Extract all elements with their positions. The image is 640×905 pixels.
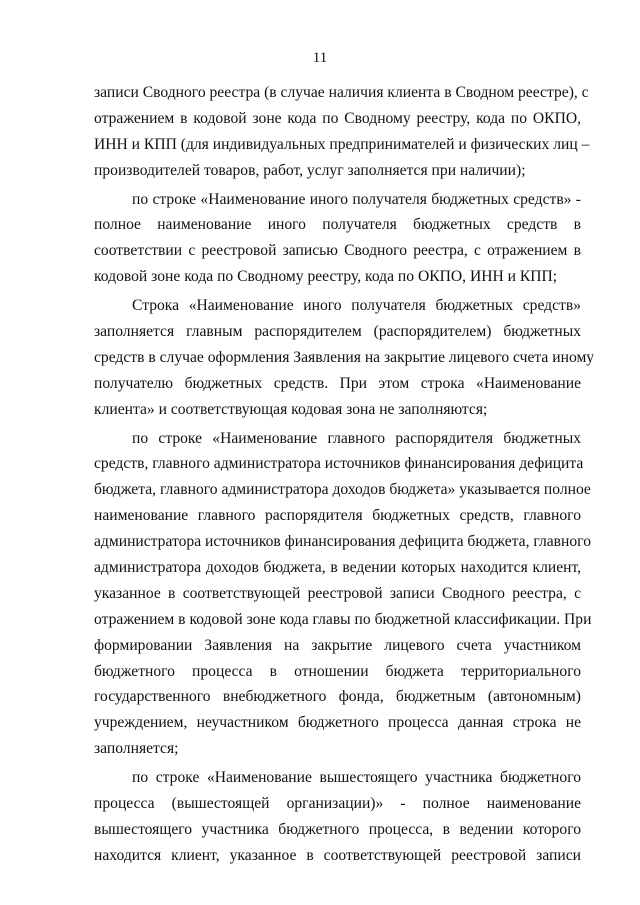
text-line: отражением в кодовой зоне кода по Сводному реестру, кода по ОКПО, bbox=[94, 109, 581, 127]
text-line: Строка «Наименование иного получателя бюджетных средств» bbox=[132, 297, 581, 315]
text-line: кодовой зоне кода по Сводному реестру, кода по ОКПО, ИНН и КПП; bbox=[94, 268, 558, 286]
text-line: клиента» и соответствующая кодовая зона не заполняются; bbox=[94, 400, 488, 418]
text-line: государственного внебюджетного фонда, бюджетным (автономным) bbox=[94, 688, 581, 706]
text-line: средств в случае оформления Заявления на закрытие лицевого счета иному bbox=[94, 348, 595, 366]
text-line: находится клиент, указанное в соответствующей реестровой записи bbox=[94, 846, 581, 864]
text-line: ИНН и КПП (для индивидуальных предпринимателей и физических лиц – bbox=[94, 135, 590, 153]
text-line: формировании Заявления на закрытие лицевого счета участником bbox=[94, 636, 581, 654]
text-line: по строке «Наименование вышестоящего участника бюджетного bbox=[132, 769, 581, 787]
text-line: по строке «Наименование главного распорядителя бюджетных bbox=[132, 429, 581, 447]
text-line: отражением в кодовой зоне кода главы по бюджетной классификации. При bbox=[94, 610, 592, 628]
text-line: указанное в соответствующей реестровой записи Сводного реестра, с bbox=[94, 584, 581, 602]
text-line: вышестоящего участника бюджетного процесса, в ведении которого bbox=[94, 820, 581, 838]
text-line: по строке «Наименование иного получателя бюджетных средств» - bbox=[132, 190, 581, 208]
text-line: производителей товаров, работ, услуг заполняется при наличии); bbox=[94, 161, 526, 179]
text-line: записи Сводного реестра (в случае наличия клиента в Сводном реестре), с bbox=[94, 84, 589, 101]
text-line: получателю бюджетных средств. При этом строка «Наименование bbox=[94, 374, 581, 392]
text-line: заполняется главным распорядителем (распорядителем) бюджетных bbox=[94, 323, 581, 341]
text-line: бюджета, главного администратора доходов бюджета» указывается полное bbox=[94, 481, 591, 499]
text-line: учреждением, неучастником бюджетного процесса данная строка не bbox=[94, 714, 581, 732]
text-line: администратора доходов бюджета, в ведении которых находится клиент, bbox=[94, 559, 581, 577]
text-line: заполняется; bbox=[94, 740, 179, 758]
text-line: бюджетного процесса в отношении бюджета территориального bbox=[94, 662, 581, 680]
text-line: администратора источников финансирования дефицита бюджета, главного bbox=[94, 533, 591, 551]
text-line: наименование главного распорядителя бюджетных средств, главного bbox=[94, 507, 581, 525]
document-body bbox=[94, 80, 595, 869]
page-number: 11 bbox=[312, 50, 328, 66]
text-line: соответствии с реестровой записью Сводного реестра, с отражением в bbox=[94, 242, 581, 260]
text-line: полное наименование иного получателя бюджетных средств в bbox=[94, 216, 581, 234]
text-line: процесса (вышестоящей организации)» - полное наименование bbox=[94, 795, 581, 813]
text-line: средств, главного администратора источников финансирования дефицита bbox=[94, 455, 584, 473]
